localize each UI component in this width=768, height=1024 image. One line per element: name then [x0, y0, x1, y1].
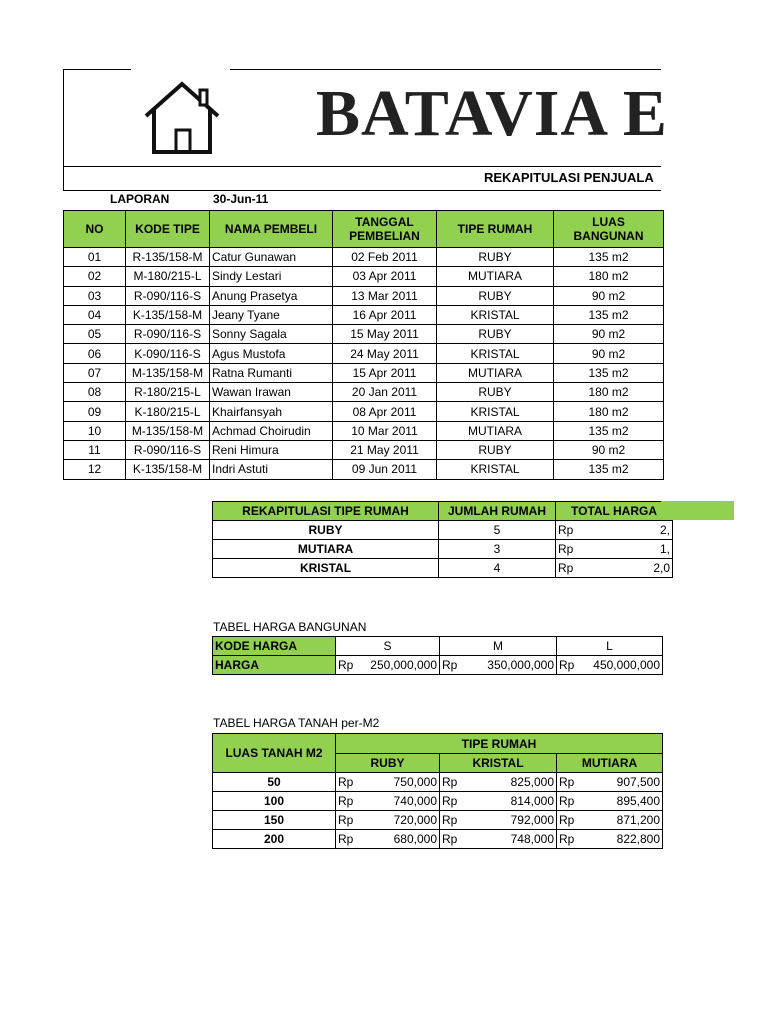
table-cell: 180 m2: [554, 383, 664, 402]
table-cell: 10: [64, 421, 126, 440]
rekap-table-header: [213, 502, 673, 521]
table-cell: 08 Apr 2011: [333, 402, 437, 421]
table-cell: 135 m2: [554, 305, 664, 324]
type-header: RUBY: [336, 754, 440, 773]
currency-label: Rp: [442, 658, 458, 672]
table-row: [213, 773, 663, 792]
price-wrap: [338, 658, 437, 672]
currency-label: Rp: [338, 813, 354, 827]
table-cell: Khairfansyah: [210, 402, 333, 421]
laporan-date: 30-Jun-11: [213, 192, 269, 206]
price-wrap: [559, 658, 660, 672]
table-cell: 135 m2: [554, 363, 664, 382]
luas-cell: 100: [213, 792, 336, 811]
table-cell: 20 Jan 2011: [333, 383, 437, 402]
table-row: [64, 325, 664, 344]
table-cell: 08: [64, 383, 126, 402]
price-wrap: [338, 775, 437, 789]
frame-title-bottom: [63, 166, 661, 167]
table-cell: 135 m2: [554, 460, 664, 479]
table-cell: 03: [64, 286, 126, 305]
sales-table-header: [64, 211, 664, 248]
type-header: KRISTAL: [440, 754, 557, 773]
table-cell: 09: [64, 402, 126, 421]
luas-label: LUAS TANAH M2: [213, 734, 336, 773]
price-wrap: [442, 794, 554, 808]
price-cell: [557, 830, 663, 849]
currency-label: Rp: [559, 813, 575, 827]
harga-row: [213, 656, 663, 675]
table-cell: MUTIARA: [437, 363, 554, 382]
price-value: 792,000: [510, 813, 554, 827]
price-cell: [336, 773, 440, 792]
price-value: 740,000: [393, 794, 437, 808]
currency-label: Rp: [442, 794, 458, 808]
table-cell: Anung Prasetya: [210, 286, 333, 305]
table-cell: MUTIARA: [437, 421, 554, 440]
tipe-rumah-label: TIPE RUMAH: [336, 734, 663, 754]
luas-cell: 150: [213, 811, 336, 830]
table-cell: 06: [64, 344, 126, 363]
price-value: 350,000,000: [487, 658, 554, 672]
table-cell: Wawan Irawan: [210, 383, 333, 402]
table-cell: K-135/158-M: [126, 305, 210, 324]
frame-sub-bottom: [63, 190, 661, 191]
rekap-table: [212, 501, 673, 578]
table-row: [64, 286, 664, 305]
tanah-header-row: [213, 734, 663, 754]
table-cell: Agus Mustofa: [210, 344, 333, 363]
house-icon: [138, 78, 226, 158]
table-row: [64, 305, 664, 324]
table-cell: 02 Feb 2011: [333, 248, 437, 267]
column-header: JUMLAH RUMAH: [439, 502, 556, 521]
table-cell: 02: [64, 267, 126, 286]
table-cell: Indri Astuti: [210, 460, 333, 479]
currency-label: Rp: [442, 775, 458, 789]
table-cell: Ratna Rumanti: [210, 363, 333, 382]
table-row: [213, 830, 663, 849]
luas-cell: 50: [213, 773, 336, 792]
table-cell: Jeany Tyane: [210, 305, 333, 324]
table-cell: 12: [64, 460, 126, 479]
table-cell: 90 m2: [554, 344, 664, 363]
total-value: 2,0: [653, 561, 670, 575]
table-row: [64, 383, 664, 402]
price-cell: [336, 792, 440, 811]
total-wrap: [558, 561, 670, 575]
table-cell: K-180/215-L: [126, 402, 210, 421]
price-value: 450,000,000: [593, 658, 660, 672]
table-cell: K-090/116-S: [126, 344, 210, 363]
jumlah-cell: 5: [439, 521, 556, 540]
table-row: [213, 792, 663, 811]
table-row: [64, 267, 664, 286]
price-cell: [440, 830, 557, 849]
currency-label: Rp: [559, 775, 575, 789]
table-cell: RUBY: [437, 325, 554, 344]
laporan-label: LAPORAN: [110, 192, 170, 206]
table-cell: Catur Gunawan: [210, 248, 333, 267]
column-header: KODE TIPE: [126, 211, 210, 248]
table-cell: R-135/158-M: [126, 248, 210, 267]
table-cell: 180 m2: [554, 402, 664, 421]
harga-bangunan-table: [212, 636, 663, 675]
price-cell: [557, 811, 663, 830]
table-cell: Sindy Lestari: [210, 267, 333, 286]
kode-cell: L: [557, 637, 663, 656]
table-row: [64, 440, 664, 459]
table-cell: 15 May 2011: [333, 325, 437, 344]
price-cell: [336, 830, 440, 849]
harga-bangunan-caption: TABEL HARGA BANGUNAN: [213, 620, 367, 634]
price-value: 871,200: [616, 813, 661, 827]
total-wrap: [558, 542, 670, 556]
price-value: 895,400: [616, 794, 661, 808]
table-cell: 04: [64, 305, 126, 324]
column-header: TANGGAL PEMBELIAN: [333, 211, 437, 248]
jumlah-cell: 4: [439, 559, 556, 578]
price-value: 250,000,000: [370, 658, 437, 672]
kode-label: KODE HARGA: [213, 637, 336, 656]
price-value: 750,000: [393, 775, 437, 789]
price-cell: [440, 656, 557, 675]
header-overflow-fill: [661, 501, 734, 520]
table-row: [213, 811, 663, 830]
currency-label: Rp: [338, 794, 354, 808]
table-cell: M-135/158-M: [126, 363, 210, 382]
price-wrap: [442, 832, 554, 846]
table-cell: R-090/116-S: [126, 286, 210, 305]
total-cell: [556, 521, 673, 540]
price-cell: [440, 811, 557, 830]
table-row: [64, 363, 664, 382]
kode-cell: M: [440, 637, 557, 656]
frame-left: [63, 69, 64, 166]
price-cell: [440, 773, 557, 792]
table-cell: R-180/215-L: [126, 383, 210, 402]
price-cell: [557, 773, 663, 792]
table-cell: 11: [64, 440, 126, 459]
table-cell: 135 m2: [554, 421, 664, 440]
table-cell: RUBY: [437, 440, 554, 459]
price-cell: [336, 656, 440, 675]
table-cell: RUBY: [437, 383, 554, 402]
kode-row: [213, 637, 663, 656]
table-cell: KRISTAL: [437, 460, 554, 479]
price-cell: [557, 792, 663, 811]
column-header: TIPE RUMAH: [437, 211, 554, 248]
table-cell: 01: [64, 248, 126, 267]
table-row: [64, 460, 664, 479]
table-cell: K-135/158-M: [126, 460, 210, 479]
table-cell: 03 Apr 2011: [333, 267, 437, 286]
column-header: REKAPITULASI TIPE RUMAH: [213, 502, 439, 521]
frame-left-sub: [63, 166, 64, 191]
table-cell: 15 Apr 2011: [333, 363, 437, 382]
table-cell: MUTIARA: [437, 267, 554, 286]
type-header: MUTIARA: [557, 754, 663, 773]
table-cell: M-135/158-M: [126, 421, 210, 440]
price-cell: [557, 656, 663, 675]
currency-label: Rp: [442, 813, 458, 827]
currency-label: Rp: [338, 775, 354, 789]
table-cell: 180 m2: [554, 267, 664, 286]
table-cell: 21 May 2011: [333, 440, 437, 459]
table-cell: Achmad Choirudin: [210, 421, 333, 440]
table-cell: 09 Jun 2011: [333, 460, 437, 479]
price-value: 680,000: [393, 832, 437, 846]
table-cell: 90 m2: [554, 325, 664, 344]
table-cell: KRISTAL: [437, 305, 554, 324]
currency-label: Rp: [558, 561, 574, 575]
table-cell: 07: [64, 363, 126, 382]
currency-label: Rp: [559, 794, 575, 808]
price-value: 814,000: [510, 794, 554, 808]
table-cell: R-090/116-S: [126, 440, 210, 459]
harga-tanah-table: [212, 733, 663, 849]
currency-label: Rp: [558, 542, 574, 556]
total-cell: [556, 559, 673, 578]
price-wrap: [338, 832, 437, 846]
price-wrap: [442, 775, 554, 789]
table-cell: 10 Mar 2011: [333, 421, 437, 440]
price-value: 720,000: [393, 813, 437, 827]
luas-cell: 200: [213, 830, 336, 849]
table-cell: RUBY: [437, 248, 554, 267]
table-row: [64, 402, 664, 421]
price-wrap: [559, 794, 660, 808]
table-cell: 05: [64, 325, 126, 344]
column-header: NO: [64, 211, 126, 248]
frame-top-right: [230, 69, 661, 70]
price-value: 748,000: [510, 832, 554, 846]
jumlah-cell: 3: [439, 540, 556, 559]
harga-tanah-caption: TABEL HARGA TANAH per-M2: [213, 716, 380, 730]
table-row: [64, 248, 664, 267]
price-wrap: [442, 813, 554, 827]
table-row: [213, 559, 673, 578]
price-cell: [440, 792, 557, 811]
currency-label: Rp: [559, 658, 575, 672]
column-header: LUAS BANGUNAN: [554, 211, 664, 248]
table-cell: KRISTAL: [437, 344, 554, 363]
table-row: [213, 540, 673, 559]
price-wrap: [442, 658, 554, 672]
table-cell: 13 Mar 2011: [333, 286, 437, 305]
table-cell: Sonny Sagala: [210, 325, 333, 344]
tipe-cell: KRISTAL: [213, 559, 439, 578]
frame-top-left: [63, 69, 131, 70]
price-wrap: [338, 794, 437, 808]
sales-table: [63, 210, 664, 480]
tipe-cell: MUTIARA: [213, 540, 439, 559]
table-cell: 90 m2: [554, 440, 664, 459]
price-wrap: [338, 813, 437, 827]
column-header: NAMA PEMBELI: [210, 211, 333, 248]
total-wrap: [558, 523, 670, 537]
table-cell: 135 m2: [554, 248, 664, 267]
table-cell: Reni Himura: [210, 440, 333, 459]
total-value: 1,: [659, 542, 670, 556]
currency-label: Rp: [338, 832, 354, 846]
price-value: 822,800: [616, 832, 661, 846]
table-cell: 16 Apr 2011: [333, 305, 437, 324]
table-cell: M-180/215-L: [126, 267, 210, 286]
currency-label: Rp: [559, 832, 575, 846]
total-cell: [556, 540, 673, 559]
table-row: [64, 344, 664, 363]
currency-label: Rp: [338, 658, 354, 672]
price-wrap: [559, 775, 660, 789]
price-value: 907,500: [616, 775, 661, 789]
table-row: [213, 521, 673, 540]
report-subtitle: REKAPITULASI PENJUALA: [484, 170, 654, 185]
table-cell: 90 m2: [554, 286, 664, 305]
price-cell: [336, 811, 440, 830]
page-title: BATAVIA E: [316, 77, 668, 150]
kode-cell: S: [336, 637, 440, 656]
table-row: [64, 421, 664, 440]
price-wrap: [559, 832, 660, 846]
harga-label: HARGA: [213, 656, 336, 675]
table-cell: KRISTAL: [437, 402, 554, 421]
column-header: TOTAL HARGA: [556, 502, 673, 521]
table-cell: 24 May 2011: [333, 344, 437, 363]
tipe-cell: RUBY: [213, 521, 439, 540]
price-wrap: [559, 813, 660, 827]
price-value: 825,000: [510, 775, 554, 789]
table-cell: RUBY: [437, 286, 554, 305]
table-cell: R-090/116-S: [126, 325, 210, 344]
currency-label: Rp: [442, 832, 458, 846]
currency-label: Rp: [558, 523, 574, 537]
total-value: 2,: [659, 523, 670, 537]
